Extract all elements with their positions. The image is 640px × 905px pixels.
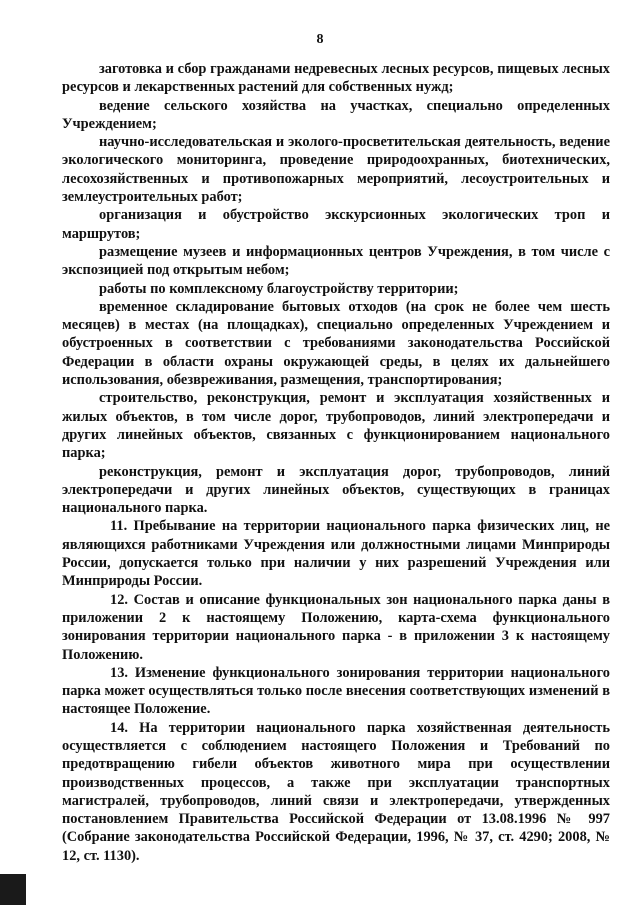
paragraph-reconstruction: реконструкция, ремонт и эксплуатация дорог, трубопроводов, линий электропередачи и других линейных объектов, существующих в границах национального парка. <box>62 463 610 517</box>
page-number: 8 <box>316 32 324 47</box>
paragraph-construction: строительство, реконструкция, ремонт и эксплуатация хозяйственных и жилых объектов, в том числе дорог, трубопроводов, линий электропередачи и других линейных объектов, связанных с функционированием национального парка; <box>62 390 610 462</box>
scan-edge-mark <box>0 874 26 905</box>
paragraph-item-13: 13. Изменение функционального зонирования территории национального парка может осуществляться только после внесения соответствующих изменений в настоящее Положение. <box>62 664 610 718</box>
paragraph-waste-storage: временное складирование бытовых отходов (на срок не более чем шесть месяцев) в местах (на площадках), специально определенных Учреждением и обустроенных в соответствии с требованиями законодательства Российской Федерации в области охраны окружающей среды, в целях их дальнейшего использования, обезвреживания, размещения, транспортирования; <box>62 298 610 389</box>
paragraph-item-11: 11. Пребывание на территории национального парка физических лиц, не являющихся работниками Учреждения или должностными лицами Минприроды России, допускается только при наличии у них разрешений Учреждения или Минприроды России. <box>62 518 610 590</box>
paragraph-agriculture: ведение сельского хозяйства на участках, специально определенных Учреждением; <box>62 97 610 132</box>
paragraph-research: научно-исследовательская и эколого-просветительская деятельность, ведение экологического мониторинга, проведение природоохранных, биотехнических, лесохозяйственных и противопожарных мероприятий, лесоустроительных и землеустроительных работ; <box>62 134 610 206</box>
paragraph-museums: размещение музеев и информационных центров Учреждения, в том числе с экспозицией под открытым небом; <box>62 243 610 279</box>
paragraph-landscaping: работы по комплексному благоустройству территории; <box>99 280 459 297</box>
paragraph-item-12: 12. Состав и описание функциональных зон национального парка даны в приложении 2 к настоящему Положению, карта-схема функционального зонирования территории национального парка - в приложении 3 к настоящему Положению. <box>62 591 610 663</box>
document-body <box>62 60 610 865</box>
paragraph-eco-trails: организация и обустройство экскурсионных экологических троп и маршрутов; <box>62 207 610 242</box>
paragraph-item-14: 14. На территории национального парка хозяйственная деятельность осуществляется с соблюдением настоящего Положения и Требований по предотвращению гибели объектов животного мира при осуществлении производственных процессов, а также при эксплуатации транспортных магистралей, трубопроводов, линий связи и электропередачи, утвержденных постановлением Правительства Российской Федерации от 13.08.1996 № 997 (Собрание законодательства Российской Федерации, 1996, № 37, ст. 4290; 2008, № 12, ст. 1130). <box>62 719 610 864</box>
paragraph-forest-resources: заготовка и сбор гражданами недревесных лесных ресурсов, пищевых лесных ресурсов и лекарственных растений для собственных нужд; <box>62 61 610 96</box>
